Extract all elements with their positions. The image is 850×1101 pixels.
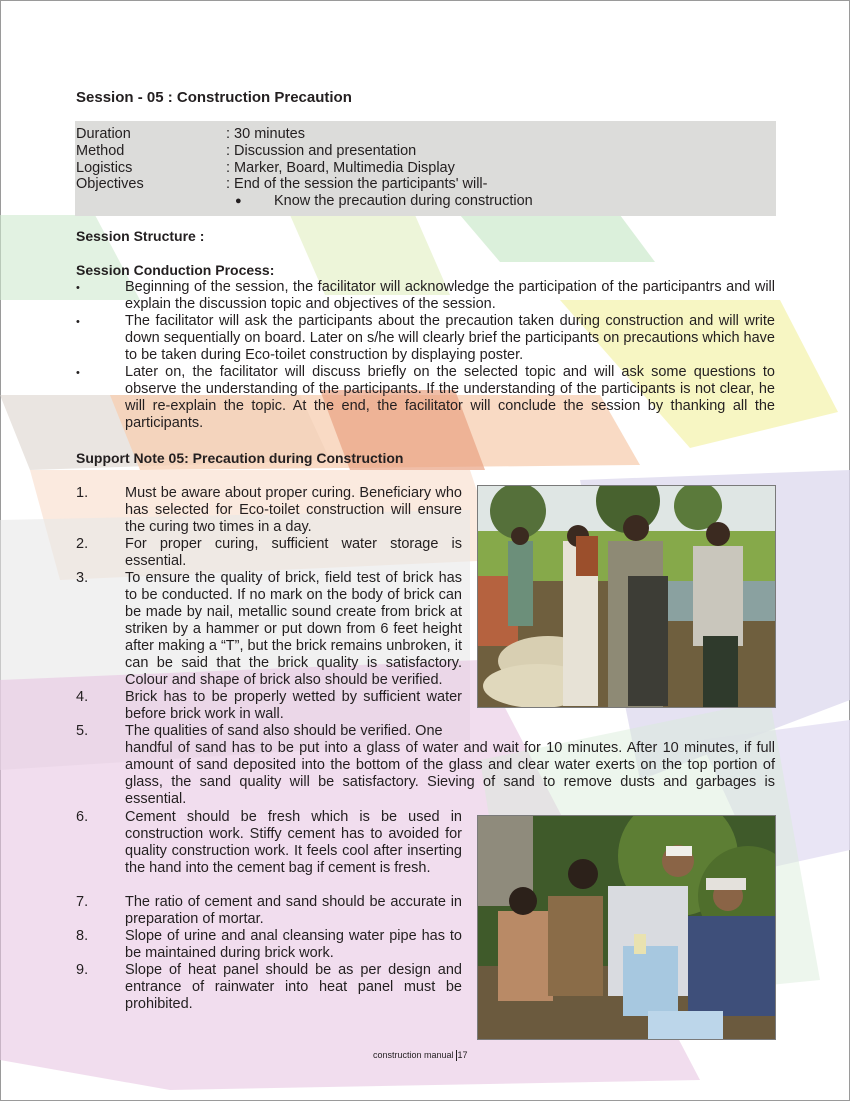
item-number: 7. [76, 894, 89, 910]
page-number: 17 [457, 1050, 468, 1060]
conduction-bullet-3: Later on, the facilitator will discuss briefly on the selected topic and will ask some questions to observe the understanding of the participants. If the understanding of the participants is not clear, he will re-explain the topic. At the end, the facilitator will conclude the session by thanking all the participants. [125, 364, 775, 431]
support-note-heading: Support Note 05: Precaution during Construction [76, 450, 404, 466]
conduction-bullet-1: Beginning of the session, the facilitator will acknowledge the participation of the participantrs and will explain the discussion topic and objectives of the session. [125, 279, 775, 312]
bullet-dot-icon: • [76, 282, 80, 294]
support-item-3: To ensure the quality of brick, field test of brick has to be conducted. If no mark on the body of brick can be made by nail, metallic sound create from brick at striken by a hammer or put down from 6 feet height after making a “T”, but the brick remains unbroken, it can be said that the brick quality is satisfactory. Colour and shape of brick also should be verified. [125, 570, 462, 688]
brick-test-photo [477, 485, 776, 708]
support-item-5-rest: handful of sand has to be put into a glass of water and wait for 10 minutes. After 10 minutes, if full amount of sand deposited into the bottom of the glass and clear water exerts on the top portion of glass, the sand quality will be satisfactory. Sieving of sand to remove dusts and garbages is essential. [125, 740, 775, 807]
info-label: Method [76, 143, 125, 159]
info-label: Logistics [76, 160, 133, 176]
info-value: : 30 minutes [226, 126, 305, 142]
info-label: Duration [76, 126, 131, 142]
session-title: Session - 05 : Construction Precaution [76, 89, 352, 106]
support-item-2: For proper curing, sufficient water storage is essential. [125, 536, 462, 569]
support-item-8: Slope of urine and anal cleansing water pipe has to be maintained during brick work. [125, 928, 462, 961]
bullet-dot-icon: • [76, 367, 80, 379]
bullet-dot-icon: • [76, 316, 80, 328]
info-value: : Discussion and presentation [226, 143, 417, 159]
bullet-dot-icon: ● [235, 195, 242, 207]
support-item-4: Brick has to be properly wetted by sufficient water before brick work in wall. [125, 689, 462, 722]
session-structure-heading: Session Structure : [76, 228, 205, 244]
item-number: 6. [76, 809, 89, 825]
item-number: 4. [76, 689, 89, 705]
info-value: : Marker, Board, Multimedia Display [226, 160, 455, 176]
footer-label: construction manual [373, 1050, 454, 1060]
conduction-bullet-2: The facilitator will ask the participants about the precaution taken during construction and will write down sequentially on board. Later on s/he will clearly brief the participants on precautions which have to be taken during Eco-toilet construction by displaying poster. [125, 313, 775, 363]
footer-separator [456, 1050, 457, 1061]
item-number: 3. [76, 570, 89, 586]
info-value: : End of the session the participants' will- [226, 176, 488, 192]
item-number: 5. [76, 723, 89, 739]
conduction-heading: Session Conduction Process: [76, 262, 275, 278]
session-info-box [75, 121, 776, 216]
support-item-7: The ratio of cement and sand should be accurate in preparation of mortar. [125, 894, 462, 927]
item-number: 1. [76, 485, 89, 501]
support-item-5-first: The qualities of sand also should be verified. One [125, 723, 443, 739]
support-item-9: Slope of heat panel should be as per design and entrance of rainwater into heat panel must be prohibited. [125, 962, 462, 1012]
item-number: 8. [76, 928, 89, 944]
support-item-6: Cement should be fresh which is be used in construction work. Stiffy cement has to avoided for quality construction work. It feels cool after inserting the hand into the cement bag if cement is fresh. [125, 809, 462, 876]
objective-text: Know the precaution during construction [274, 193, 533, 209]
support-item-1: Must be aware about proper curing. Beneficiary who has selected for Eco-toilet construction will ensure the curing two times in a day. [125, 485, 462, 535]
info-label: Objectives [76, 176, 144, 192]
item-number: 9. [76, 962, 89, 978]
item-number: 2. [76, 536, 89, 552]
sand-test-photo [477, 815, 776, 1040]
page-footer [373, 1050, 468, 1061]
